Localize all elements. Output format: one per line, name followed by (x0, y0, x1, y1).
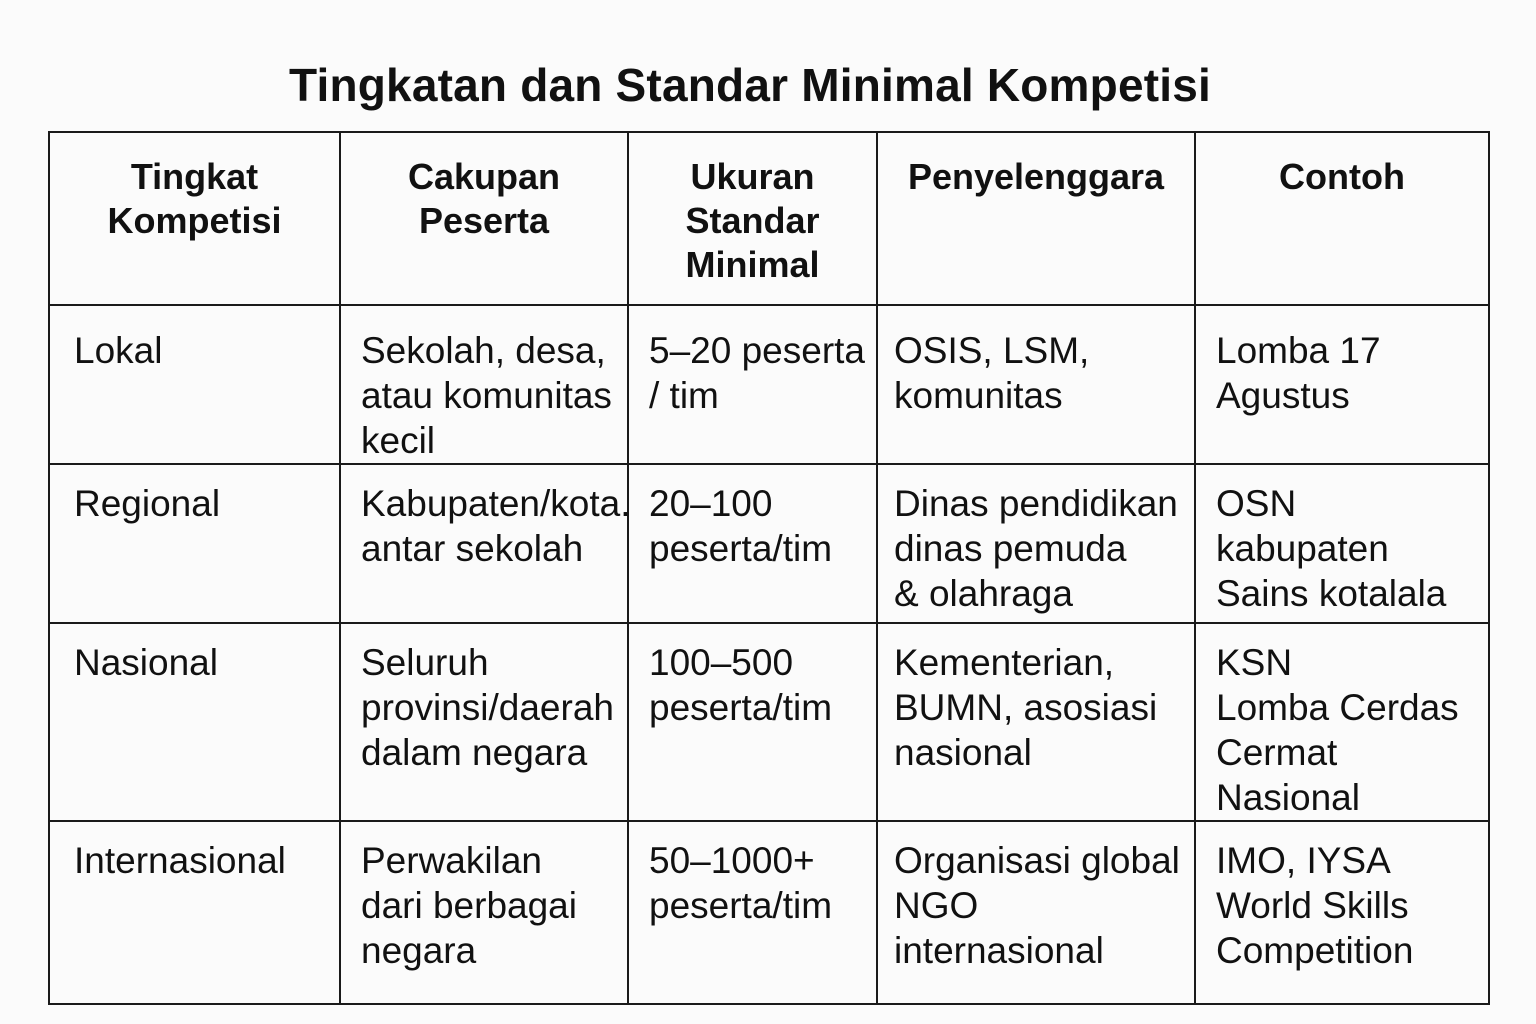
table-cell: Lomba 17 Agustus (1195, 305, 1489, 464)
table-cell: 20–100 peserta/tim (628, 464, 877, 623)
table-cell: Organisasi global NGO internasional (877, 821, 1195, 1004)
table-cell: IMO, IYSA World Skills Competition (1195, 821, 1489, 1004)
table-cell: OSN kabupaten Sains kotalala (1195, 464, 1489, 623)
table-cell: KSN Lomba Cerdas Cermat Nasional (1195, 623, 1489, 821)
header-penyelenggara: Penyelenggara (877, 132, 1195, 305)
table-cell: Nasional (49, 623, 340, 821)
page-title: Tingkatan dan Standar Minimal Kompetisi (289, 59, 1211, 111)
header-ukuran-standar-minimal: Ukuran Standar Minimal (628, 132, 877, 305)
table-cell: Lokal (49, 305, 340, 464)
table-cell: 50–1000+ peserta/tim (628, 821, 877, 1004)
competition-table (48, 131, 1490, 1005)
table-cell: 100–500 peserta/tim (628, 623, 877, 821)
header-tingkat-kompetisi: Tingkat Kompetisi (49, 132, 340, 305)
table-row (49, 464, 1489, 623)
table-cell: Regional (49, 464, 340, 623)
table-cell: Dinas pendidikan dinas pemuda & olahraga (877, 464, 1195, 623)
header-contoh: Contoh (1195, 132, 1489, 305)
header-row (49, 132, 1489, 305)
table-cell: 5–20 peserta / tim (628, 305, 877, 464)
table-cell: OSIS, LSM, komunitas (877, 305, 1195, 464)
table-cell: Perwakilan dari berbagai negara (340, 821, 628, 1004)
table-cell: Kementerian, BUMN, asosiasi nasional (877, 623, 1195, 821)
table-row (49, 821, 1489, 1004)
table-cell: Internasional (49, 821, 340, 1004)
table-row (49, 623, 1489, 821)
table-cell: Sekolah, desa, atau komunitas kecil (340, 305, 628, 464)
header-cakupan-peserta: Cakupan Peserta (340, 132, 628, 305)
table-cell: Seluruh provinsi/daerah dalam negara (340, 623, 628, 821)
table-cell: Kabupaten/kota. antar sekolah (340, 464, 628, 623)
table-row (49, 305, 1489, 464)
